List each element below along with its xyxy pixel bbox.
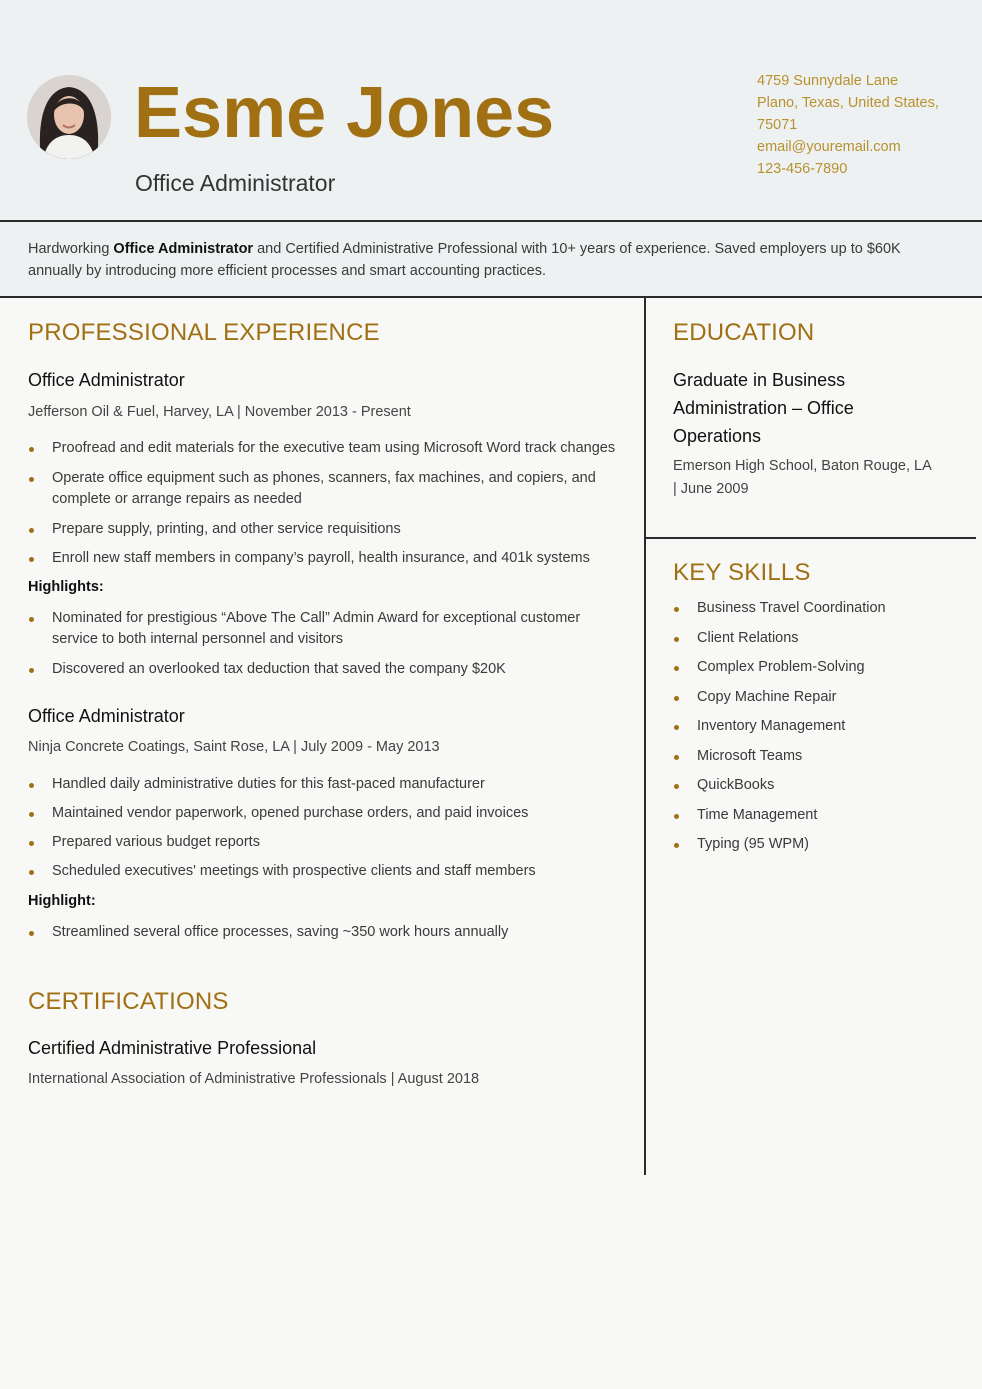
bullet-dot-icon [674,725,679,730]
bullet-dot-icon [674,637,679,642]
list-item: Scheduled executives' meetings with prospective clients and staff members [28,861,618,882]
bullet-dot-icon [29,557,34,562]
bullet-dot-icon [29,812,34,817]
skill-item: Copy Machine Repair [673,687,963,708]
address-line-2: Plano, Texas, United States, [757,95,939,111]
candidate-name: Esme Jones [134,73,555,153]
list-item: Enroll new staff members in company’s payroll, health insurance, and 401k systems [28,548,618,569]
avatar-icon [27,75,111,159]
summary [0,222,982,298]
bullet-dot-icon [29,870,34,875]
skill-item: Inventory Management [673,716,963,737]
skill-item: QuickBooks [673,775,963,796]
bullet-dot-icon [674,814,679,819]
job-1-highlights-label: Highlights: [28,579,104,595]
skill-item: Time Management [673,805,963,826]
phone-number: 123-456-7890 [757,161,848,177]
education-divider [646,537,976,539]
list-item: Nominated for prestigious “Above The Call” Admin Award for exceptional customer service to both internal personnel and visitors [28,608,618,650]
skill-item: Client Relations [673,628,963,649]
skill-item: Business Travel Coordination [673,598,963,619]
bullet-dot-icon [29,668,34,673]
bullet-dot-icon [674,755,679,760]
email-link[interactable]: email@youremail.com [757,139,901,155]
list-item: Streamlined several office processes, saving ~350 work hours annually [28,922,618,943]
skills-list [673,598,963,855]
summary-bold: Office Administrator [113,241,254,257]
bullet-dot-icon [674,607,679,612]
list-item: Maintained vendor paperwork, opened purchase orders, and paid invoices [28,803,618,824]
bullet-dot-icon [29,931,34,936]
bullet-dot-icon [29,528,34,533]
job-1-role: Office Administrator [28,370,185,390]
job-1-bullets [28,438,618,569]
summary-pre: Hardworking [28,241,114,257]
job-1-meta: Jefferson Oil & Fuel, Harvey, LA | November 2013 - Present [28,404,411,420]
skills-heading: KEY SKILLS [673,559,811,586]
experience-heading: PROFESSIONAL EXPERIENCE [28,319,380,346]
certifications-heading: CERTIFICATIONS [28,988,229,1015]
skill-item: Microsoft Teams [673,746,963,767]
bullet-dot-icon [674,784,679,789]
education-degree: Graduate in Business Administration – Office Operations [673,370,854,446]
address-line-3: 75071 [757,117,798,133]
resume-header [0,0,982,222]
list-item: Proofread and edit materials for the executive team using Microsoft Word track changes [28,438,618,459]
bullet-dot-icon [29,783,34,788]
contact-info [757,70,957,180]
bullet-dot-icon [29,447,34,452]
list-item: Prepare supply, printing, and other service requisitions [28,519,618,540]
job-2-role: Office Administrator [28,706,185,726]
list-item: Prepared various budget reports [28,832,618,853]
candidate-title: Office Administrator [135,170,336,196]
skill-item: Typing (95 WPM) [673,834,963,855]
column-divider [644,298,646,1175]
list-item: Handled daily administrative duties for this fast-paced manufacturer [28,774,618,795]
certification-meta: International Association of Administrative Professionals | August 2018 [28,1071,480,1087]
education-meta: Emerson High School, Baton Rouge, LA | June 2009 [673,458,931,497]
bullet-dot-icon [29,841,34,846]
certification-name: Certified Administrative Professional [28,1038,317,1058]
summary-post: and Certified Administrative Professional with 10+ years of experience. Saved employers up to $60K annually by introducing more efficient processes and smart accounting practices. [28,241,901,279]
job-2-highlights [28,922,618,943]
bullet-dot-icon [29,617,34,622]
job-2-meta: Ninja Concrete Coatings, Saint Rose, LA | July 2009 - May 2013 [28,739,440,755]
profile-photo [27,75,111,159]
list-item: Operate office equipment such as phones, scanners, fax machines, and copiers, and complete or arrange repairs as needed [28,468,618,510]
address-line-1: 4759 Sunnydale Lane [757,73,899,89]
bullet-dot-icon [674,843,679,848]
skill-item: Complex Problem-Solving [673,657,963,678]
list-item: Discovered an overlooked tax deduction that saved the company $20K [28,659,618,680]
bullet-dot-icon [674,696,679,701]
job-2-bullets [28,774,618,882]
job-1-highlights [28,608,618,680]
bullet-dot-icon [29,477,34,482]
bullet-dot-icon [674,666,679,671]
education-heading: EDUCATION [673,319,815,346]
job-2-highlight-label: Highlight: [28,893,96,909]
